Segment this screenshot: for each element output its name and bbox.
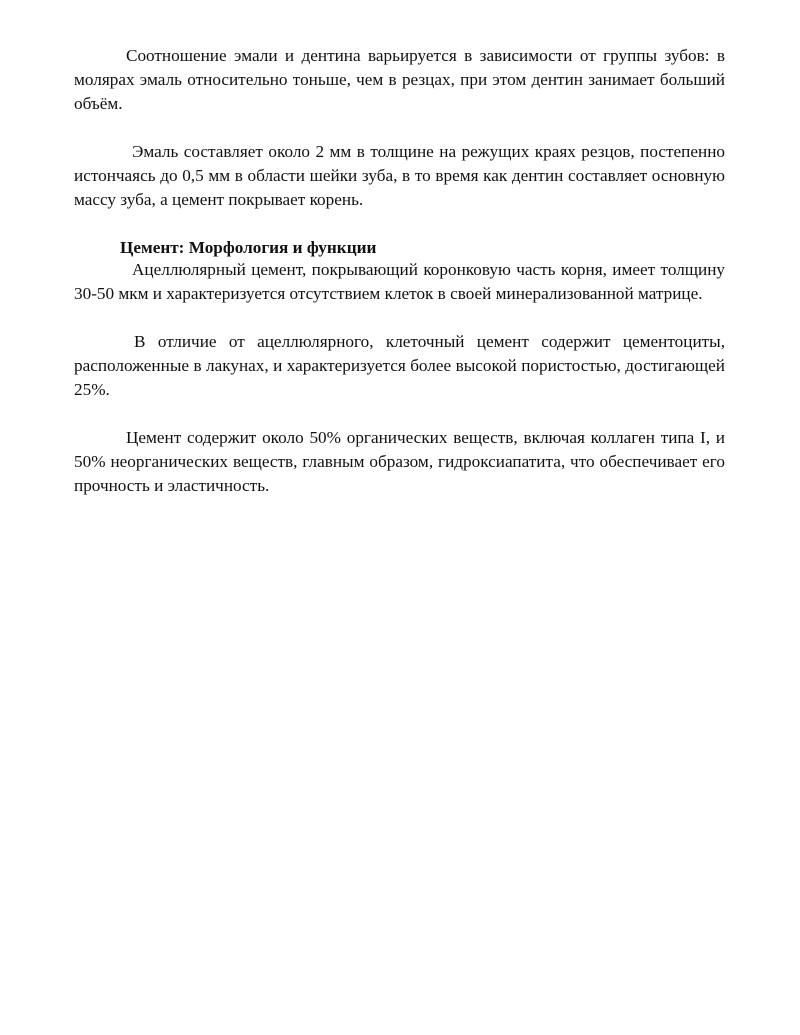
paragraph-enamel-dentin-ratio: Соотношение эмали и дентина варьируется в зависимости от группы зубов: в молярах эмаль относительно тоньше, чем в резцах, при этом дентин занимает больший объём. — [74, 46, 725, 113]
paragraph-acellular-cement: Ацеллюлярный цемент, покрывающий коронковую часть корня, имеет толщину 30-50 мкм и характеризуется отсутствием клеток в своей минерализованной матрице. — [74, 260, 725, 303]
paragraph-enamel-thickness: Эмаль составляет около 2 мм в толщине на режущих краях резцов, постепенно истончаясь до 0,5 мм в области шейки зуба, в то время как дентин составляет основную массу зуба, а цемент покрывает корень. — [74, 142, 725, 209]
document-page — [74, 44, 725, 498]
paragraph-cellular-cement: В отличие от ацеллюлярного, клеточный цемент содержит цементоциты, расположенные в лакунах, и характеризуется более высокой пористостью, достигающей 25%. — [74, 332, 725, 399]
section-heading-cement: Цемент: Морфология и функции — [120, 238, 377, 257]
paragraph-cement-composition: Цемент содержит около 50% органических веществ, включая коллаген типа I, и 50% неорганических веществ, главным образом, гидроксиапатита, что обеспечивает его прочность и эластичность. — [74, 428, 725, 495]
